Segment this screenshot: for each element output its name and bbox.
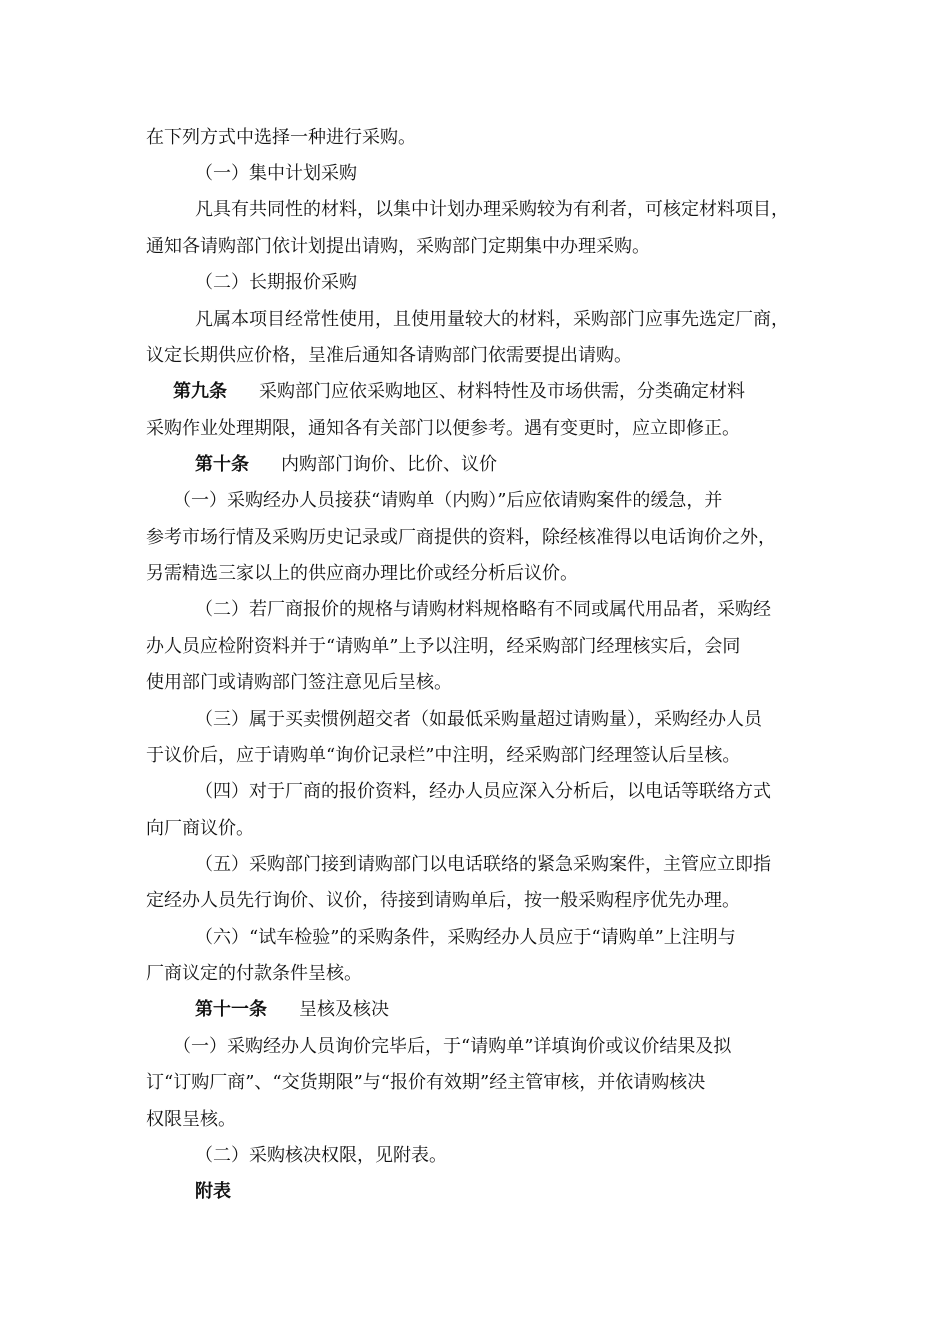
paragraph-line: （六）“试车检验”的采购条件，采购经办人员应于“请购单”上注明与 bbox=[195, 927, 736, 948]
paragraph-line: 定经办人员先行询价、议价，待接到请购单后，按一般采购程序优先办理。 bbox=[146, 890, 740, 911]
paragraph-line: 使用部门或请购部门签注意见后呈核。 bbox=[146, 672, 452, 693]
article-11-title: 呈核及核决 bbox=[299, 999, 389, 1020]
article-10-heading: 第十条 bbox=[195, 454, 249, 475]
paragraph-line: （二）采购核决权限，见附表。 bbox=[195, 1145, 447, 1166]
paragraph-line: （二）若厂商报价的规格与请购材料规格略有不同或属代用品者，采购经 bbox=[195, 599, 771, 620]
paragraph-line: 权限呈核。 bbox=[146, 1109, 236, 1130]
paragraph-line: 参考市场行情及采购历史记录或厂商提供的资料，除经核准得以电话询价之外， bbox=[146, 527, 776, 548]
paragraph-line: 凡具有共同性的材料，以集中计划办理采购较为有利者，可核定材料项目， bbox=[195, 199, 789, 220]
paragraph-line: 议定长期供应价格，呈准后通知各请购部门依需要提出请购。 bbox=[146, 345, 632, 366]
paragraph-line: 订“订购厂商”、“交货期限”与“报价有效期”经主管审核，并依请购核决 bbox=[146, 1072, 706, 1093]
section-heading-long-term: （二）长期报价采购 bbox=[195, 272, 357, 293]
paragraph-line: 另需精选三家以上的供应商办理比价或经分析后议价。 bbox=[146, 563, 578, 584]
article-11-line bbox=[195, 998, 950, 1022]
paragraph-line: （一）采购经办人员接获“请购单（内购）”后应依请购案件的缓急，并 bbox=[173, 490, 723, 511]
paragraph-line: （四）对于厂商的报价资料，经办人员应深入分析后，以电话等联络方式 bbox=[195, 781, 771, 802]
article-11-heading: 第十一条 bbox=[195, 999, 267, 1020]
paragraph-line: 厂商议定的付款条件呈核。 bbox=[146, 963, 362, 984]
article-9-heading: 第九条 bbox=[173, 381, 227, 402]
paragraph-line: 办人员应检附资料并于“请购单”上予以注明，经采购部门经理核实后，会同 bbox=[146, 636, 741, 657]
article-9-line bbox=[173, 380, 950, 404]
paragraph-line: 采购作业处理期限，通知各有关部门以便参考。遇有变更时，应立即修正。 bbox=[146, 418, 740, 439]
paragraph-line: （五）采购部门接到请购部门以电话联络的紧急采购案件，主管应立即指 bbox=[195, 854, 771, 875]
article-10-line bbox=[195, 453, 950, 477]
paragraph-line: （一）采购经办人员询价完毕后，于“请购单”详填询价或议价结果及拟 bbox=[173, 1036, 732, 1057]
paragraph-line: 在下列方式中选择一种进行采购。 bbox=[146, 127, 416, 148]
article-9-text: 采购部门应依采购地区、材料特性及市场供需，分类确定材料 bbox=[259, 381, 745, 402]
paragraph-line: 凡属本项目经常性使用，且使用量较大的材料，采购部门应事先选定厂商， bbox=[195, 309, 789, 330]
paragraph-line: 通知各请购部门依计划提出请购，采购部门定期集中办理采购。 bbox=[146, 236, 650, 257]
article-10-title: 内购部门询价、比价、议价 bbox=[281, 454, 497, 475]
paragraph-line: 于议价后，应于请购单“询价记录栏”中注明，经采购部门经理签认后呈核。 bbox=[146, 745, 741, 766]
paragraph-line: 向厂商议价。 bbox=[146, 818, 254, 839]
paragraph-line: （三）属于买卖惯例超交者（如最低采购量超过请购量），采购经办人员 bbox=[195, 709, 762, 730]
appendix-heading: 附表 bbox=[195, 1181, 231, 1202]
section-heading-centralized: （一）集中计划采购 bbox=[195, 163, 357, 184]
